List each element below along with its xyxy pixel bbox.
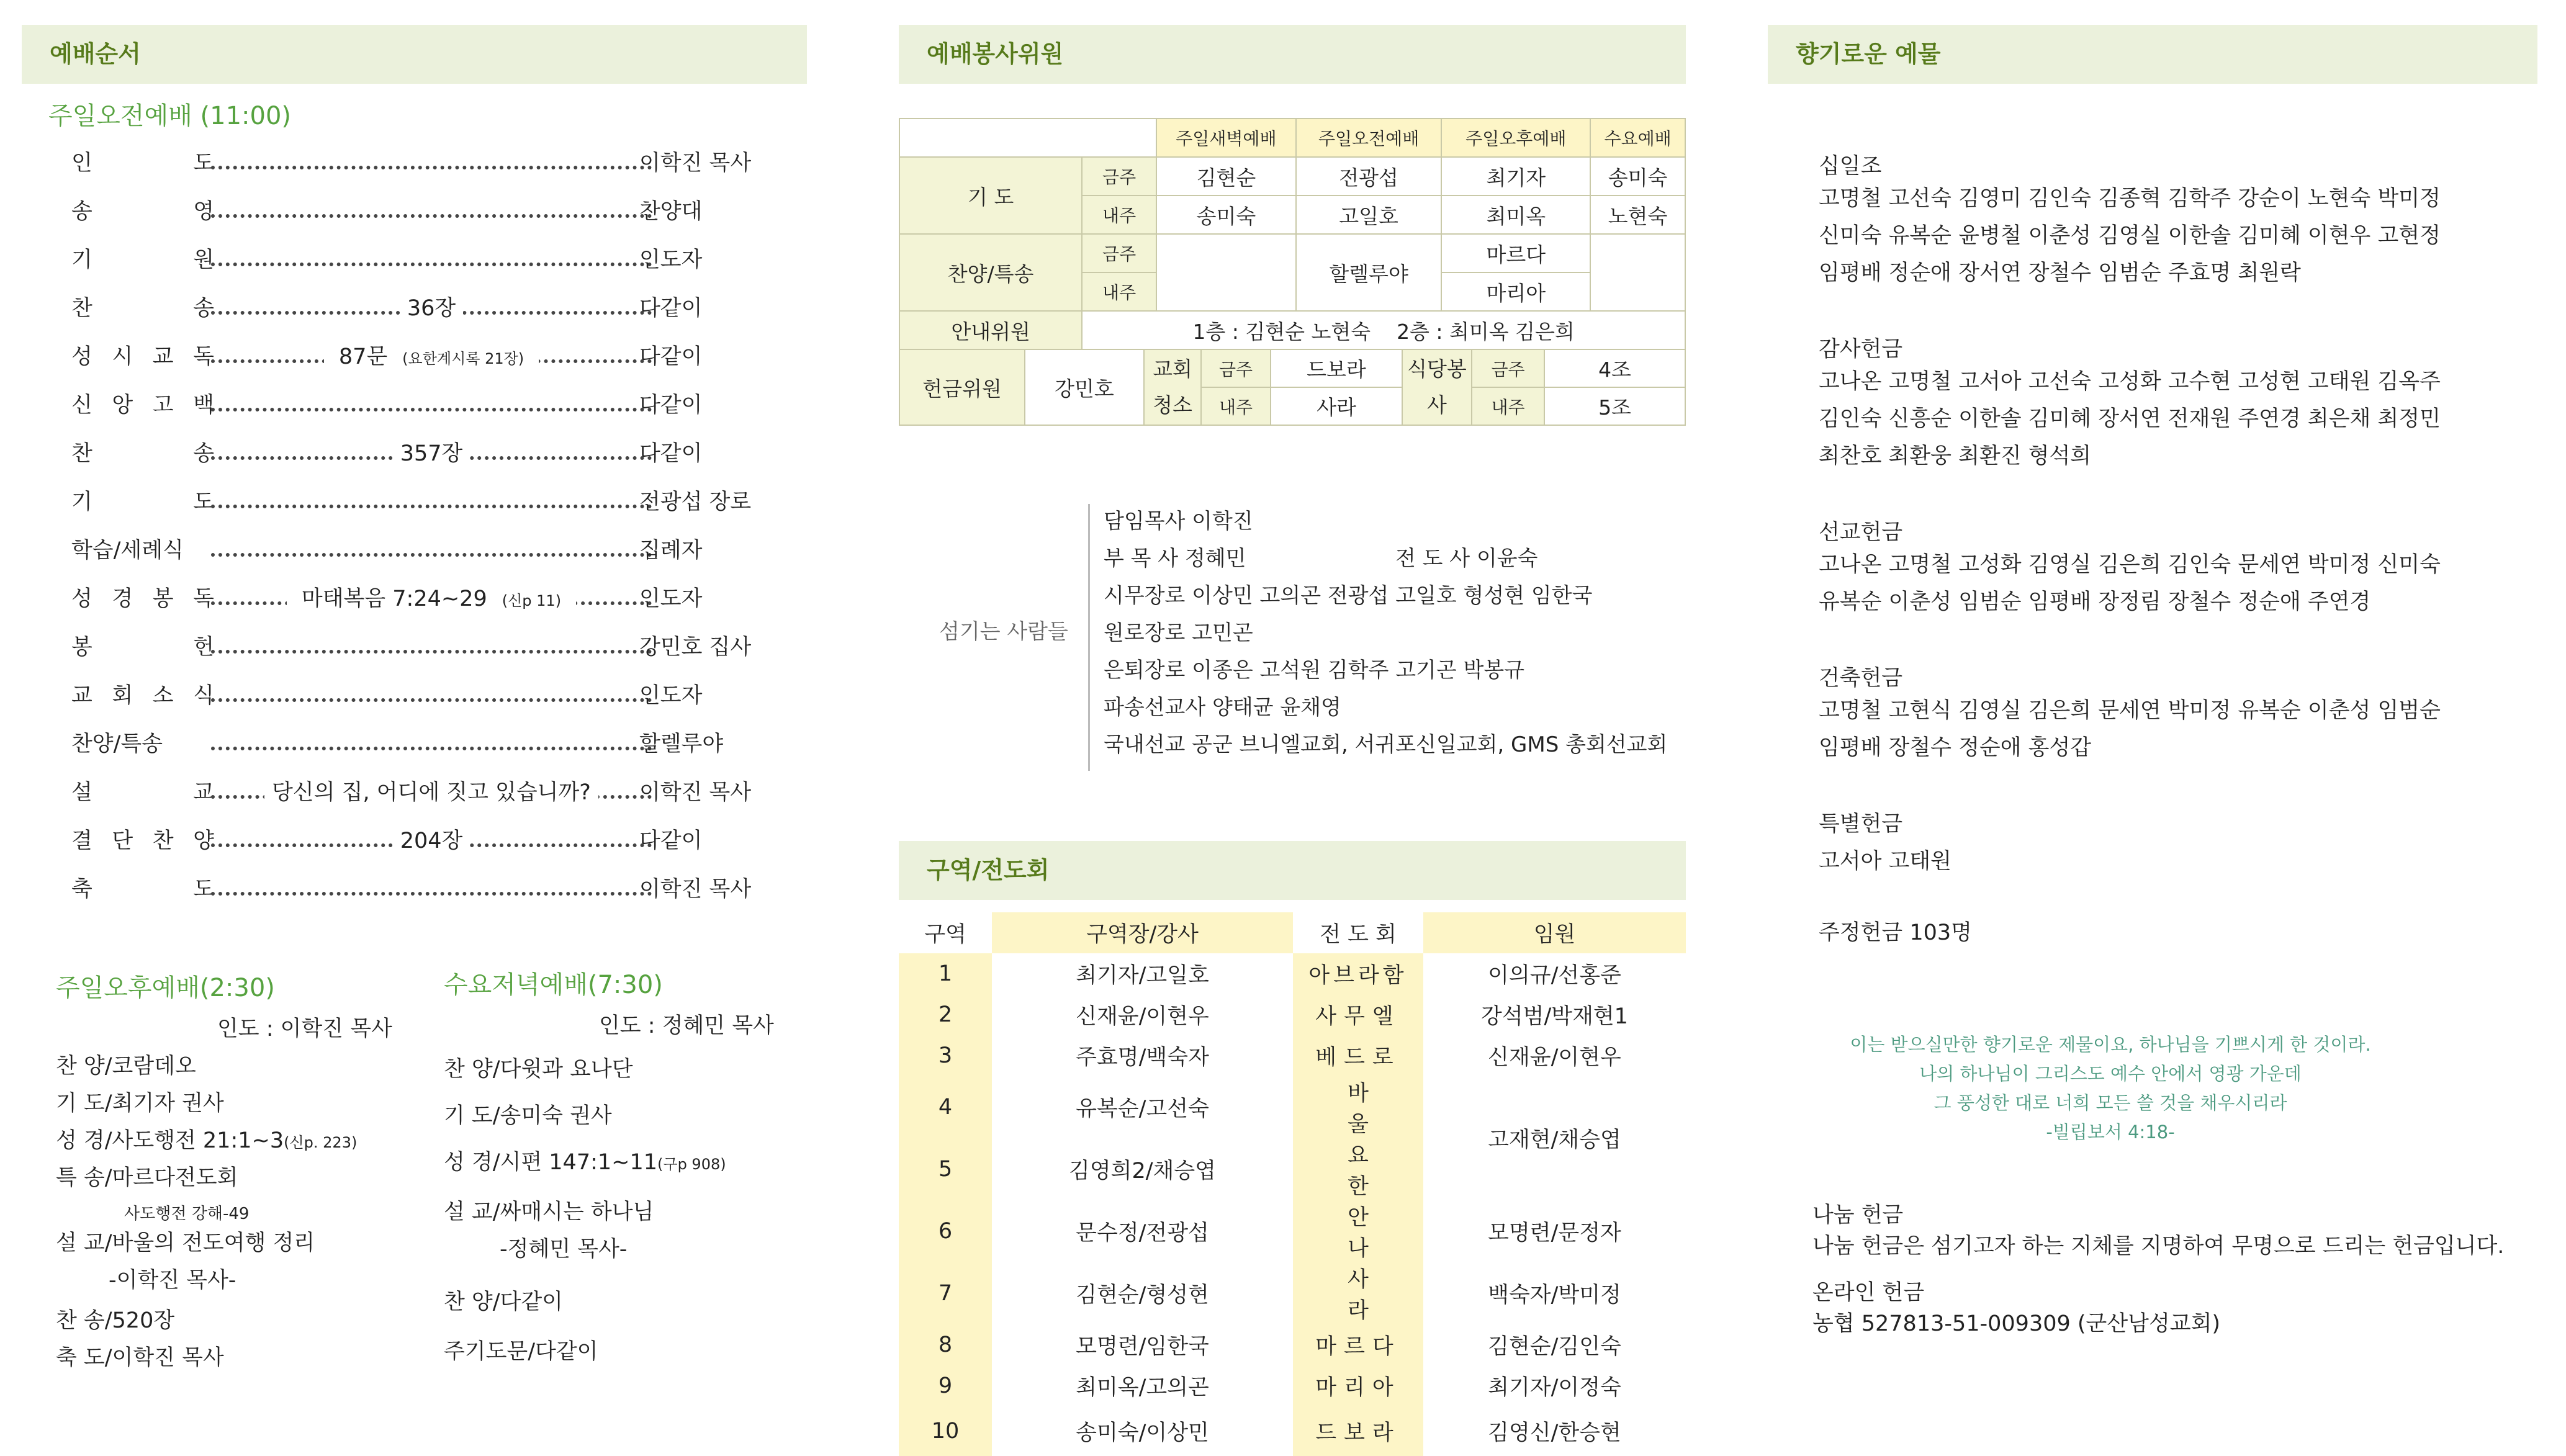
- order-item: 인 도: [71, 151, 214, 176]
- order-person: 집례자: [639, 538, 703, 563]
- afternoon-leader: 인도 : 이학진 목사: [217, 1017, 392, 1041]
- order-detail: 204장: [393, 829, 470, 853]
- district-num: 8: [899, 1324, 992, 1365]
- order-row: [43, 194, 763, 231]
- districts-table: [899, 912, 1686, 1456]
- wednesday-line: 찬 양/다윗과 요나단: [444, 1057, 633, 1082]
- order-item: 봉 헌: [71, 635, 214, 660]
- district-leader: 최미옥/고의곤: [1076, 1375, 1209, 1400]
- order-item: 결 단 찬 양: [71, 829, 214, 853]
- order-item: 찬 송: [71, 296, 214, 321]
- district-leader: 송미숙/이상민: [1076, 1421, 1209, 1445]
- online-offering-account: 농협 527813-51-009309 (군산남성교회): [1812, 1311, 2221, 1336]
- week-label: 내주: [1082, 272, 1156, 311]
- order-row: [43, 533, 763, 570]
- scripture-verse: 이는 받으실만한 향기로운 제물이요, 하나님을 기쁘시게 한 것이라. 나의 하나님이 그리스도 예수 안에서 영광 가운데 그 풍성한 대로 너희 모든 쓸 것을 채우시리라 -빌립보서 4:18-: [1850, 1034, 2371, 1143]
- server-cell: 마르다: [1441, 234, 1590, 272]
- col-header: 전 도 회: [1320, 922, 1397, 947]
- online-offering-title: 온라인 헌금: [1812, 1280, 1925, 1305]
- order-person: 전광섭 장로: [639, 490, 752, 515]
- order-person: 이학진 목사: [639, 877, 752, 902]
- district-leader: 김현순/형성현: [1076, 1283, 1209, 1308]
- server-cell: 최미옥: [1441, 195, 1590, 234]
- district-leader: 유복순/고선숙: [1076, 1097, 1209, 1121]
- district-officer: 모명련/문정자: [1488, 1221, 1621, 1246]
- server-cell: 최기자: [1441, 157, 1590, 195]
- sermon-title: 당신의 집, 어디에 짓고 있습니까?: [264, 780, 598, 805]
- order-detail: 87문: [331, 344, 395, 369]
- order-detail: 36장: [400, 296, 463, 321]
- district-officer: 김현순/김인숙: [1488, 1334, 1621, 1359]
- wednesday-line: 설 교/싸매시는 하나님: [444, 1200, 654, 1225]
- order-row: [43, 436, 763, 474]
- share-offering-title: 나눔 헌금: [1812, 1203, 1904, 1228]
- mission-group: 베드로: [1293, 1035, 1423, 1076]
- order-person: 이학진 목사: [639, 151, 752, 176]
- order-person: 다같이: [639, 344, 703, 369]
- order-person: 인도자: [639, 683, 703, 708]
- morning-service-title: 주일오전예배 (11:00): [48, 102, 292, 130]
- district-num: 9: [899, 1365, 992, 1406]
- afternoon-line: -이학진 목사-: [109, 1268, 236, 1293]
- col-header: 임원: [1423, 912, 1686, 953]
- order-row: [43, 582, 763, 619]
- mission-group: 아브라함: [1293, 953, 1423, 994]
- servers-header: 예배봉사위원: [899, 25, 1686, 84]
- district-num: 10: [899, 1406, 992, 1456]
- order-row: [43, 388, 763, 425]
- mission-group: 바울: [1293, 1076, 1423, 1138]
- offering-title: 선교헌금: [1819, 520, 1903, 545]
- order-item: 찬 송: [71, 441, 214, 466]
- offering-names: 고나온 고명철 고성화 김영실 김은희 김인숙 문세연 박미정 신미숙 유복순 이춘성 임범순 임평배 장정림 장철수 정순애 주연경: [1819, 552, 2441, 614]
- order-row: [43, 630, 763, 667]
- week-label: 금주: [1082, 234, 1156, 272]
- staff-label: 섬기는 사람들: [939, 619, 1068, 644]
- district-officer: 신재윤/이현우: [1488, 1045, 1621, 1070]
- district-officer: 최기자/이정숙: [1488, 1375, 1621, 1400]
- order-row: [43, 339, 763, 377]
- offering-value: 강민호: [1025, 350, 1145, 425]
- district-leader: 김영희2/채승엽: [1069, 1159, 1216, 1184]
- order-person: 강민호 집사: [639, 635, 752, 660]
- col-header: 구역: [924, 922, 966, 947]
- col-header: 주일새벽예배: [1156, 119, 1296, 157]
- order-item: 설 교: [71, 780, 214, 805]
- offerings-header: 향기로운 예물: [1768, 25, 2537, 84]
- order-row: [43, 485, 763, 522]
- districts-header: 구역/전도회: [899, 841, 1686, 900]
- server-cell: 김현순: [1156, 157, 1296, 195]
- order-row: [43, 775, 763, 812]
- district-leader: 주효명/백숙자: [1076, 1045, 1209, 1070]
- district-officer: 김영신/한승현: [1488, 1421, 1621, 1445]
- order-row: [43, 243, 763, 280]
- week-label: 금주: [1082, 157, 1156, 195]
- server-cell: 노현숙: [1590, 195, 1685, 234]
- mission-group: 드보라: [1293, 1406, 1423, 1456]
- server-cell: 전광섭: [1296, 157, 1442, 195]
- week-label: 내주: [1202, 388, 1270, 425]
- wednesday-line: 주기도문/다같이: [444, 1339, 598, 1364]
- server-cell: 고일호: [1296, 195, 1442, 234]
- wednesday-line: 찬 양/다같이: [444, 1290, 563, 1314]
- order-item: 성 경 봉 독: [71, 586, 214, 611]
- wednesday-line: 성 경/시편 147:1~11(구p 908): [444, 1150, 726, 1175]
- order-person: 다같이: [639, 296, 703, 321]
- afternoon-line: 사도행전 강해-49: [124, 1205, 250, 1223]
- guide-value: 1층 : 김현순 노현숙 2층 : 최미옥 김은희: [1082, 311, 1685, 349]
- afternoon-title: 주일오후예배(2:30): [56, 974, 275, 1002]
- offering-names: 고명철 고현식 김영실 김은희 문세연 박미정 유복순 이춘성 임범순 임평배 장철수 정순애 홍성갑: [1819, 698, 2441, 760]
- mission-group: 안나: [1293, 1200, 1423, 1262]
- server-cell: 송미숙: [1590, 157, 1685, 195]
- mission-group: 마리아: [1293, 1365, 1423, 1406]
- district-leader: 모명련/임한국: [1076, 1334, 1209, 1359]
- prayer-label: 기 도: [899, 157, 1082, 234]
- district-num: 2: [899, 994, 992, 1035]
- mission-group: 사라: [1293, 1262, 1423, 1324]
- district-num: 3: [899, 1035, 992, 1076]
- offering-names: 고나온 고명철 고서아 고선숙 고성화 고수현 고성현 고태원 김옥주 김인숙 신흥순 이한솔 김미혜 장서연 전재원 주연경 최은채 최정민 최찬호 최환웅 최환진 형석희: [1819, 369, 2441, 469]
- week-label: 금주: [1472, 350, 1544, 388]
- district-officer: 고재현/채승엽: [1488, 1128, 1621, 1153]
- afternoon-line: 축 도/이학진 목사: [56, 1346, 224, 1370]
- staff-row: 담임목사 이학진: [1104, 509, 1253, 534]
- sunday-offering-count: 주정헌금 103명: [1819, 920, 1972, 945]
- staff-row: 전 도 사 이윤숙: [1395, 546, 1538, 571]
- afternoon-line: 찬 양/코람데오: [56, 1054, 196, 1079]
- order-row: [43, 678, 763, 716]
- server-cell: 할렐루야: [1296, 234, 1442, 311]
- afternoon-line: 기 도/최기자 권사: [56, 1091, 224, 1116]
- order-person: 찬양대: [639, 199, 703, 224]
- order-item: 찬양/특송: [71, 732, 163, 757]
- staff-row: 은퇴장로 이종은 고석원 김학주 고기곤 박봉규: [1104, 658, 1525, 683]
- staff-row: 국내선교 공군 브니엘교회, 서귀포신일교회, GMS 총회선교회: [1104, 732, 1668, 757]
- order-person: 다같이: [639, 393, 703, 418]
- staff-row: 부 목 사 정혜민: [1104, 546, 1246, 571]
- order-item: 성 시 교 독: [71, 344, 214, 369]
- order-person: 이학진 목사: [639, 780, 752, 805]
- afternoon-line: 설 교/바울의 전도여행 정리: [56, 1231, 315, 1256]
- week-label: 내주: [1082, 195, 1156, 234]
- order-item: 축 도: [71, 877, 214, 902]
- order-item: 기 원: [71, 248, 214, 272]
- server-cell: 4조: [1545, 350, 1685, 388]
- servers-table: [899, 118, 1686, 426]
- district-leader: 문수정/전광섭: [1076, 1221, 1209, 1246]
- order-detail-note: (신p 11): [495, 592, 569, 609]
- order-item: 교 회 소 식: [71, 683, 214, 708]
- order-person: 인도자: [639, 248, 703, 272]
- wednesday-leader: 인도 : 정혜민 목사: [599, 1013, 774, 1038]
- offering-title: 십일조: [1819, 154, 1882, 179]
- afternoon-line: 찬 송/520장: [56, 1308, 175, 1333]
- district-num: 6: [899, 1200, 992, 1262]
- mission-group: 사무엘: [1293, 994, 1423, 1035]
- order-row: [43, 146, 763, 183]
- share-offering-text: 나눔 헌금은 섬기고자 하는 지체를 지명하여 무명으로 드리는 헌금입니다.: [1812, 1234, 2505, 1259]
- staff-row: 시무장로 이상민 고의곤 전광섭 고일호 형성현 임한국: [1104, 583, 1593, 608]
- mission-group: 마르다: [1293, 1324, 1423, 1365]
- server-cell: 드보라: [1271, 350, 1402, 388]
- order-detail: 357장: [393, 441, 470, 466]
- order-item: 신 앙 고 백: [71, 393, 214, 418]
- wednesday-title: 수요저녁예배(7:30): [444, 971, 663, 999]
- order-row: [43, 824, 763, 861]
- order-detail-note: (요한계시록 21장): [395, 350, 531, 367]
- order-item: 송 영: [71, 199, 214, 224]
- district-officer: 백숙자/박미정: [1488, 1283, 1621, 1308]
- server-cell: 5조: [1598, 395, 1631, 420]
- staff-row: 원로장로 고민곤: [1104, 621, 1253, 645]
- district-leader: 신재윤/이현우: [1076, 1004, 1209, 1029]
- cleaning-label: 교회청소: [1145, 350, 1202, 425]
- district-leader: 최기자/고일호: [1076, 963, 1209, 988]
- order-row: [43, 727, 763, 764]
- offering-names: 고서아 고태원: [1819, 849, 1952, 874]
- order-person: 다같이: [639, 829, 703, 853]
- mission-group: 요한: [1293, 1138, 1423, 1200]
- col-header: 구역장/강사: [992, 912, 1293, 953]
- offering-title: 특별헌금: [1819, 812, 1903, 837]
- district-num: 7: [899, 1262, 992, 1324]
- server-cell: 송미숙: [1156, 195, 1296, 234]
- order-row: [43, 872, 763, 909]
- col-header: 주일오전예배: [1296, 119, 1442, 157]
- district-num: 4: [899, 1076, 992, 1138]
- afternoon-line: 성 경/사도행전 21:1~3(신p. 223): [56, 1128, 358, 1153]
- afternoon-line: 특 송/마르다전도회: [56, 1166, 238, 1190]
- col-header: 수요예배: [1590, 119, 1685, 157]
- week-label: 내주: [1472, 388, 1544, 425]
- district-num: 1: [899, 953, 992, 994]
- staff-row: 파송선교사 양태균 윤채영: [1104, 695, 1341, 720]
- wednesday-line: 기 도/송미숙 권사: [444, 1103, 612, 1128]
- order-item: 학습/세례식: [71, 538, 184, 563]
- guide-label: 안내위원: [899, 311, 1082, 349]
- order-detail: 마태복음 7:24~29: [294, 586, 495, 611]
- wednesday-line: -정혜민 목사-: [500, 1237, 628, 1262]
- worship-order-header: 예배순서: [22, 25, 807, 84]
- district-num: 5: [899, 1138, 992, 1200]
- order-item: 기 도: [71, 490, 214, 515]
- praise-label: 찬양/특송: [899, 234, 1082, 311]
- server-cell: 사라: [1317, 395, 1356, 420]
- offering-title: 건축헌금: [1819, 666, 1903, 691]
- offering-title: 감사헌금: [1819, 337, 1903, 362]
- district-officer: 이의규/선홍준: [1488, 963, 1621, 988]
- district-officer: 강석범/박재현1: [1481, 1004, 1628, 1029]
- server-cell: 마리아: [1441, 272, 1590, 311]
- col-header: 주일오후예배: [1441, 119, 1590, 157]
- order-person: 할렐루야: [639, 732, 724, 757]
- offering-label: 헌금위원: [900, 350, 1025, 425]
- dining-label: 식당봉사: [1403, 350, 1472, 425]
- order-row: [43, 291, 763, 328]
- week-label: 금주: [1202, 350, 1270, 388]
- order-person: 인도자: [639, 586, 703, 611]
- order-person: 다같이: [639, 441, 703, 466]
- offering-names: 고명철 고선숙 김영미 김인숙 김종혁 김학주 강순이 노현숙 박미정 신미숙 유복순 윤병철 이춘성 김영실 이한솔 김미혜 이현우 고현정 임평배 정순애 장서연 장철수 임범순 주효명 최원락: [1819, 186, 2441, 285]
